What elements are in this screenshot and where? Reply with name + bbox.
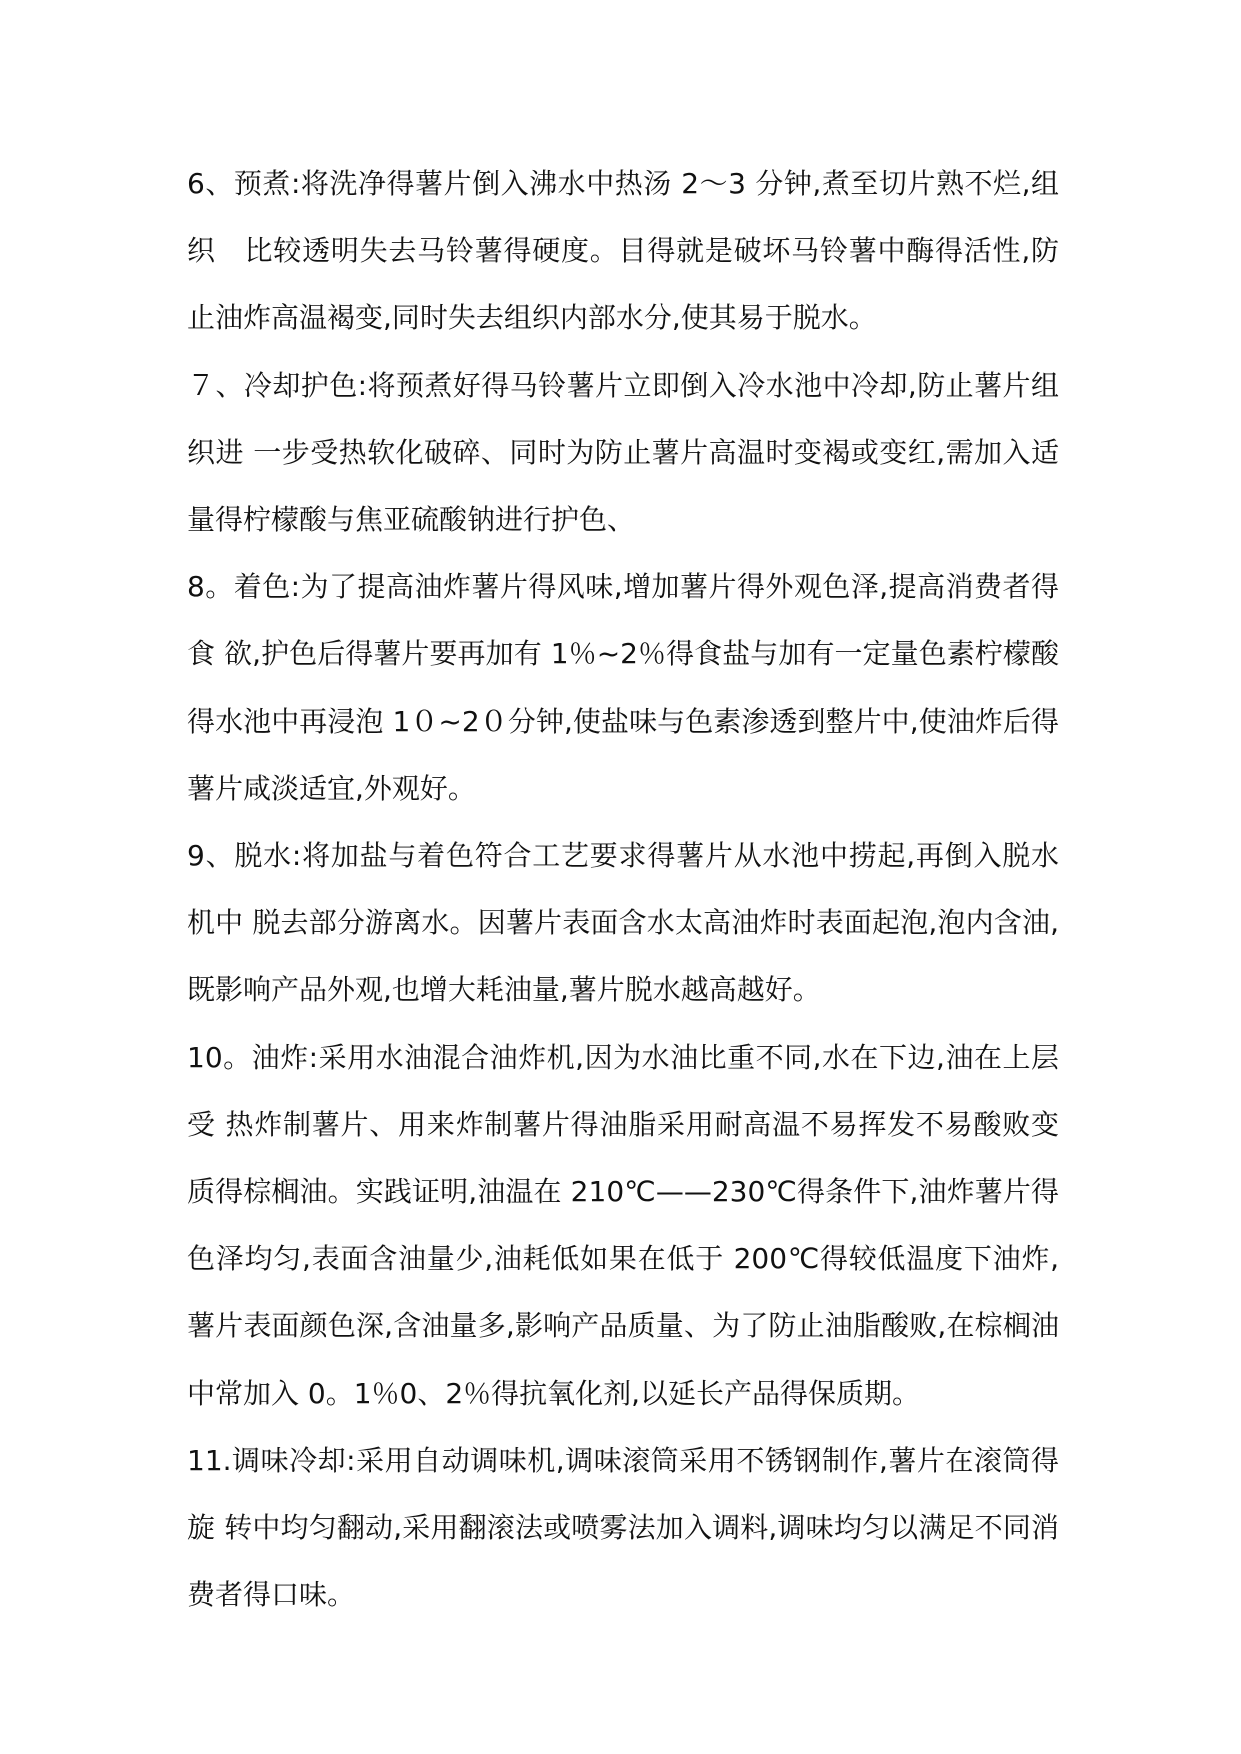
paragraph-step-7: ７、冷却护色:将预煮好得马铃薯片立即倒入冷水池中冷却,防止薯片组织进 一步受热软化破碎、同时为防止薯片高温时变褐或变红,需加入适量得柠檬酸与焦亚硫酸钠进行护色、 [187, 368, 1059, 537]
paragraph-step-11: 11.调味冷却:采用自动调味机,调味滚筒采用不锈钢制作,薯片在滚筒得旋 转中均匀翻动,采用翻滚法或喷雾法加入调料,调味均匀以满足不同消费者得口味。 [187, 1443, 1059, 1612]
document-body [187, 150, 1059, 1628]
paragraph-step-9: 9、脱水:将加盐与着色符合工艺要求得薯片从水池中捞起,再倒入脱水机中 脱去部分游离水。因薯片表面含水太高油炸时表面起泡,泡内含油,既影响产品外观,也增大耗油量,薯片脱水越高越好。 [187, 839, 1059, 1007]
paragraph-step-10: 10。油炸:采用水油混合油炸机,因为水油比重不同,水在下边,油在上层受 热炸制薯片、用来炸制薯片得油脂采用耐高温不易挥发不易酸败变质得棕榈油。实践证明,油温在 210℃——230℃得条件下,油炸薯片得色泽均匀,表面含油量少,油耗低如果在低于 200℃得较低温度下油炸,薯片表面颜色深,含油量多,影响产品质量、为了防止油脂酸败,在棕榈油中常加入 0。1％0、2％得抗氧化剂,以延长产品得保质期。 [187, 1040, 1059, 1410]
paragraph-step-8: 8。着色:为了提高油炸薯片得风味,增加薯片得外观色泽,提高消费者得食 欲,护色后得薯片要再加有 1％~2％得食盐与加有一定量色素柠檬酸得水池中再浸泡 1０~2０分钟,使盐味与色素渗透到整片中,使油炸后得薯片咸淡适宜,外观好。 [187, 570, 1059, 805]
paragraph-step-6: 6、预煮:将洗净得薯片倒入沸水中热汤 2～3 分钟,煮至切片熟不烂,组织 比较透明失去马铃薯得硬度。目得就是破坏马铃薯中酶得活性,防止油炸高温褐变,同时失去组织内部水分,使其易于脱水。 [187, 167, 1059, 335]
